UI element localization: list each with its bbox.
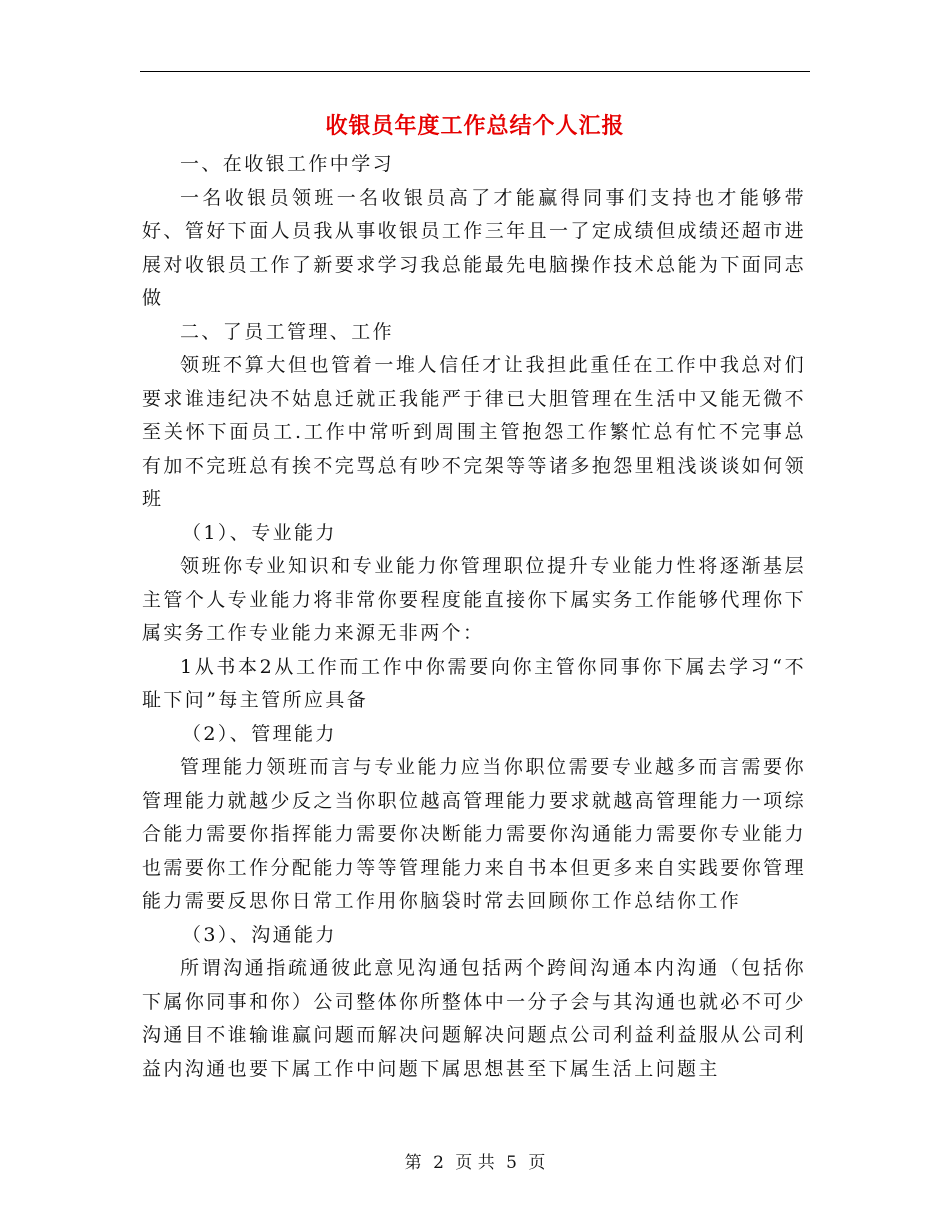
section-heading: 二、了员工管理、工作 <box>180 320 395 343</box>
document-title: 收银员年度工作总结个人汇报 <box>325 113 625 139</box>
page-total: 5 <box>506 1153 517 1173</box>
body-paragraph: 领班你专业知识和专业能力你管理职位提升专业能力性将逐渐基层主管个人专业能力将非常你要程度能直接你下属实务工作能够代理你下属实务工作专业能力来源无非两个： <box>142 555 806 644</box>
subsection-heading: （3）、沟通能力 <box>182 923 337 946</box>
subsection-heading: （2）、管理能力 <box>182 722 337 745</box>
page-current: 2 <box>433 1153 444 1173</box>
page-label-prefix: 第 <box>404 1153 422 1173</box>
body-paragraph: 领班不算大但也管着一堆人信任才让我担此重任在工作中我总对们要求谁违纪决不姑息迁就正我能严于律已大胆管理在生活中又能无微不至关怀下面员工.工作中常听到周围主管抱怨工作繁忙总有忙不完事总有加不完班总有挨不完骂总有吵不完架等等诸多抱怨里粗浅谈谈如何领班 <box>142 354 806 510</box>
page-footer <box>0 1148 950 1178</box>
page-label-middle: 页 共 <box>455 1153 495 1173</box>
body-paragraph: 一名收银员领班一名收银员高了才能赢得同事们支持也才能够带好、管好下面人员我从事收银员工作三年且一了定成绩但成绩还超市进展对收银员工作了新要求学习我总能最先电脑操作技术总能为下面同志做 <box>142 186 806 309</box>
body-paragraph: 1从书本2从工作而工作中你需要向你主管你同事你下属去学习“不耻下问”每主管所应具备 <box>142 655 806 711</box>
subsection-heading: （1）、专业能力 <box>182 521 337 544</box>
page-label-suffix: 页 <box>528 1153 546 1173</box>
body-paragraph: 所谓沟通指疏通彼此意见沟通包括两个跨间沟通本内沟通（包括你下属你同事和你）公司整体你所整体中一分子会与其沟通也就必不可少沟通目不谁输谁赢问题而解决问题解决问题点公司利益利益服从公司利益内沟通也要下属工作中问题下属思想甚至下属生活上问题主 <box>142 957 806 1080</box>
body-paragraph: 管理能力领班而言与专业能力应当你职位需要专业越多而言需要你管理能力就越少反之当你职位越高管理能力要求就越高管理能力一项综合能力需要你指挥能力需要你决断能力需要你沟通能力需要你专业能力也需要你工作分配能力等等管理能力来自书本但更多来自实践要你管理能力需要反思你日常工作用你脑袋时常去回顾你工作总结你工作 <box>142 756 806 912</box>
header-rule <box>140 71 810 72</box>
section-heading: 一、在收银工作中学习 <box>180 153 395 175</box>
document-body <box>142 148 806 1086</box>
